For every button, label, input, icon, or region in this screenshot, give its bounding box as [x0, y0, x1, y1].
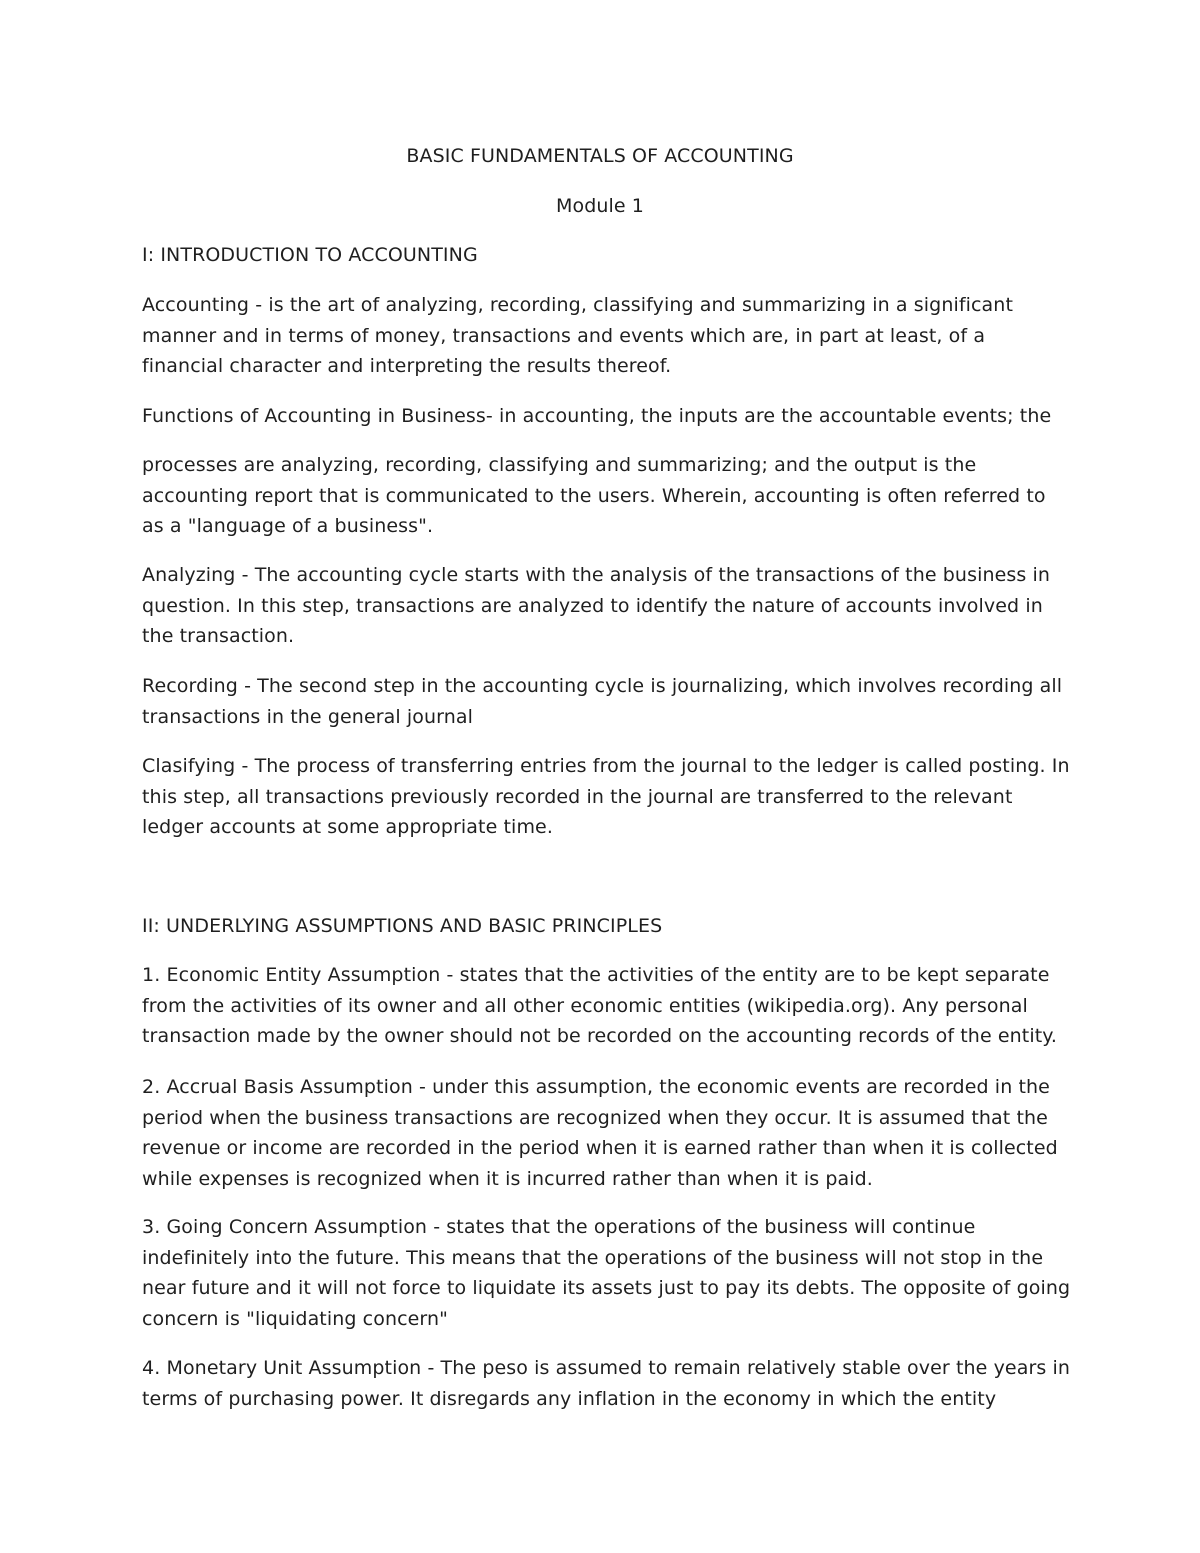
section-heading-intro: I: INTRODUCTION TO ACCOUNTING — [142, 244, 478, 266]
module-label: Module 1 — [555, 195, 645, 217]
list-item-monetary-unit: 4. Monetary Unit Assumption - The peso is assumed to remain relatively stable over the years in terms of purchasing power. It disregards any inflation in the economy in which the entity — [142, 1357, 1071, 1410]
list-item-going-concern: 3. Going Concern Assumption - states that the operations of the business will continue indefinitely into the future. This means that the operations of the business will not stop in the near future and it will not force to liquidate its assets just to pay its debts. The opposite of going concern is "liquidating concern" — [142, 1216, 1071, 1330]
paragraph-accounting-processes: processes are analyzing, recording, classifying and summarizing; and the output is the accounting report that is communicated to the users. Wherein, accounting is often referred to as a "language of a business". — [142, 454, 1046, 537]
list-item-economic-entity: 1. Economic Entity Assumption - states that the activities of the entity are to be kept separate from the activities of its owner and all other economic entities (wikipedia.org). Any personal transaction made by the owner should not be recorded on the accounting records of the entity. — [142, 964, 1058, 1047]
paragraph-classifying: Clasifying - The process of transferring entries from the journal to the ledger is called posting. In this step, all transactions previously recorded in the journal are transferred to the relevant ledger accounts at some appropriate time. — [142, 755, 1070, 838]
paragraph-analyzing: Analyzing - The accounting cycle starts with the analysis of the transactions of the business in question. In this step, transactions are analyzed to identify the nature of accounts involved in the transaction. — [142, 564, 1051, 647]
paragraph-recording: Recording - The second step in the accounting cycle is journalizing, which involves recording all transactions in the general journal — [142, 675, 1063, 728]
document-title: BASIC FUNDAMENTALS OF ACCOUNTING — [406, 145, 794, 167]
section-heading-assumptions: II: UNDERLYING ASSUMPTIONS AND BASIC PRINCIPLES — [142, 915, 663, 937]
paragraph-accounting-definition: Accounting - is the art of analyzing, recording, classifying and summarizing in a significant manner and in terms of money, transactions and events which are, in part at least, of a financial character and interpreting the results thereof. — [142, 294, 1013, 377]
list-item-accrual-basis: 2. Accrual Basis Assumption - under this assumption, the economic events are recorded in the period when the business transactions are recognized when they occur. It is assumed that the revenue or income are recorded in the period when it is earned rather than when it is collected while expenses is recognized when it is incurred rather than when it is paid. — [142, 1076, 1058, 1190]
paragraph-functions-of-accounting: Functions of Accounting in Business- in accounting, the inputs are the accountable events; the — [142, 405, 1052, 427]
